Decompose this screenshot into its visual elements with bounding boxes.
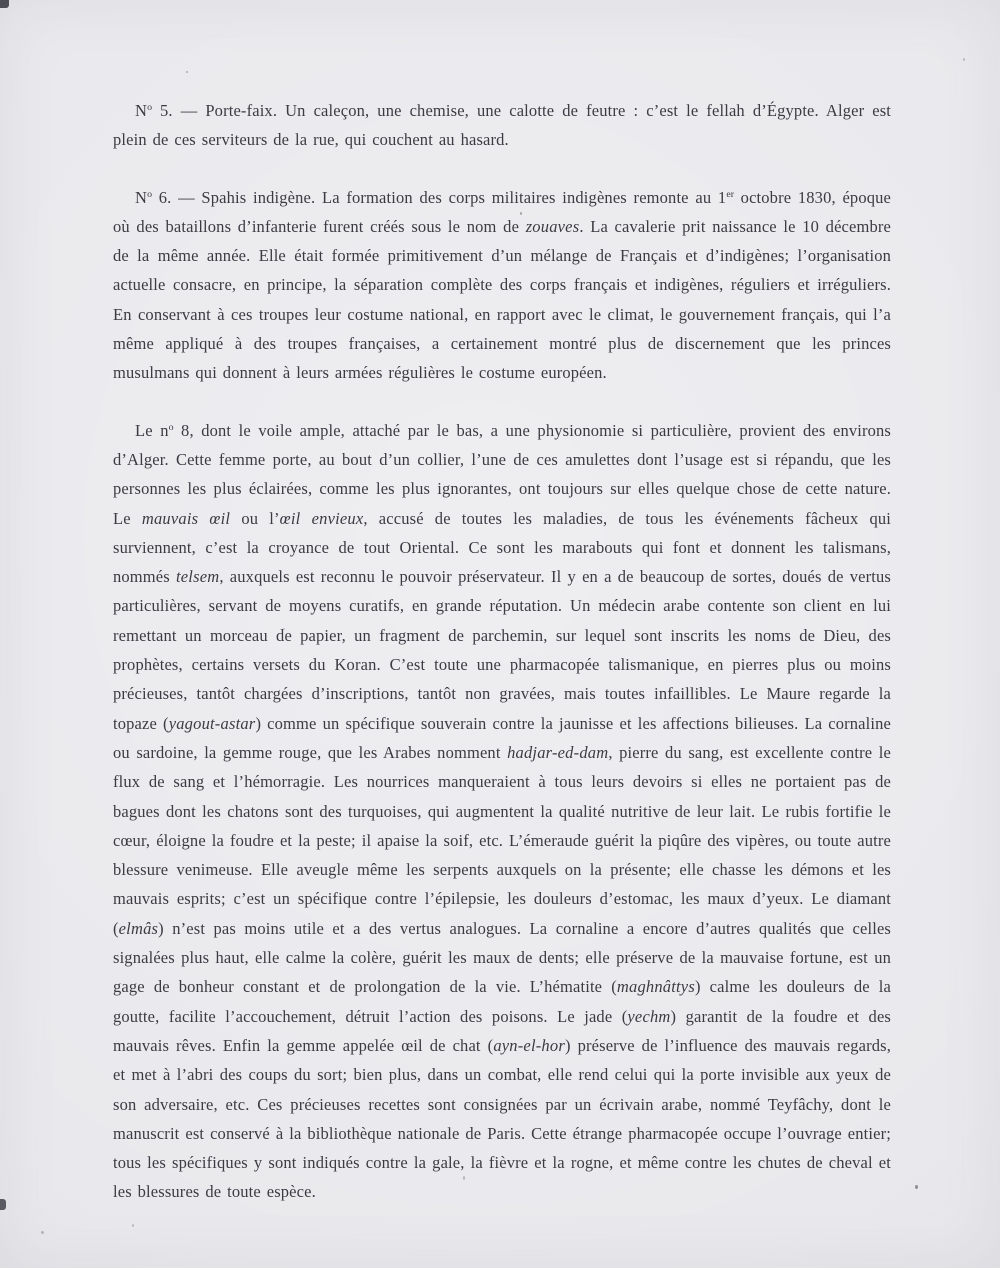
paper-speck xyxy=(186,71,188,73)
text-run: ) n’est pas moins utile et a des vertus analogues. La cornaline a encore d’autres qualités que celles signalées plus haut, elle calme la colère, guérit les maux de dents; elle préserve de la mauvaise fortune, est un gage de bonheur constant et de prolongation de la vie. L’hématite ( xyxy=(113,918,891,997)
text-run: ) comme un spécifique souverain contre la jaunisse et les affections bilieuses. La cornaline ou sardoine, la gemme rouge, que les Arabes nomment xyxy=(113,713,891,762)
text-run: 8, dont le voile ample, attaché par le bas, a une physionomie si particulière, provient des environs d’Alger. Cette femme porte, au bout d’un collier, l’une de ces amulettes dont l’usage est si répandu, que les personnes les plus éclairées, comme les plus ignorantes, ont toujours sur elles quelque chose de cette nature. Le xyxy=(113,420,891,528)
italic-term: telsem xyxy=(176,567,220,587)
scan-edge-mark xyxy=(0,0,9,8)
paragraph-no-5 xyxy=(113,96,891,155)
text-block xyxy=(113,96,891,1207)
italic-term: hadjar-ed-dam xyxy=(507,742,609,762)
text-run: . La cavalerie prit naissance le 10 décembre de la même année. Elle était formée primitivement d’un mélange de Français et d’indigènes; l’organisation actuelle consacre, en principe, la séparation complète des corps français et indigènes, réguliers et irréguliers. En conservant à ces troupes leur costume national, en rapport avec le climat, le gouvernement français, qui l’a même appliqué à des troupes françaises, a certainement montré plus de discernement que les princes musulmans qui donnent à leurs armées régulières le costume européen. xyxy=(113,216,891,383)
text-run: 5. — Porte-faix. Un caleçon, une chemise, une calotte de feutre : c’est le fellah d’Égypte. Alger est plein de ces serviteurs de la rue, qui couchent au hasard. xyxy=(113,101,891,150)
italic-term: yechm xyxy=(627,1006,671,1026)
superscript: o xyxy=(147,102,153,113)
italic-term: œil envieux xyxy=(279,508,364,528)
text-run: 6. — Spahis indigène. La formation des corps militaires indigènes remonte au 1 xyxy=(152,187,727,207)
italic-term: yagout-astar xyxy=(168,713,256,733)
paper-speck xyxy=(963,58,965,61)
italic-term: ayn-el-hor xyxy=(493,1035,565,1055)
italic-term: elmâs xyxy=(118,918,159,938)
paragraph-no-8 xyxy=(113,416,891,1207)
superscript: o xyxy=(147,188,153,200)
superscript: er xyxy=(726,188,734,200)
text-run: , accusé de toutes les maladies, de tous les événements fâcheux qui surviennent, c’est la croyance de tout Oriental. Ce sont les marabouts qui font et donnent les talismans, nommés xyxy=(113,508,892,587)
text-run: Le n xyxy=(135,420,169,440)
text-run: octobre 1830, époque où des bataillons d’infanterie furent créés sous le nom de xyxy=(113,187,891,236)
text-run: ) préserve de l’influence des mauvais regards, et met à l’abri des coups du sort; bien plus, dans un combat, elle rend celui qui la porte invisible aux yeux de son adversaire, etc. Ces précieuses recettes sont consignées par un écrivain arabe, nommé Teyfâchy, dont le manuscrit est conservé à la bibliothèque nationale de Paris. Cette étrange pharmacopée occupe l’ouvrage entier; tous les spécifiques y sont indiqués contre la gale, la fièvre et la rogne, et même contre les chutes de cheval et les blessures de toute espèce. xyxy=(113,1035,891,1202)
paragraph-no-6 xyxy=(113,183,891,388)
scan-edge-mark xyxy=(0,1199,6,1210)
text-run: N xyxy=(135,101,148,120)
text-run: ) calme les douleurs de la goutte, facilite l’accouchement, détruit l’action des poisons. Le jade ( xyxy=(113,977,891,1026)
text-run: ) garantit de la foudre et des mauvais rêves. Enfin la gemme appelée œil de chat ( xyxy=(113,1006,892,1055)
italic-term: mauvais œil xyxy=(141,508,231,528)
paper-speck xyxy=(41,1231,44,1234)
italic-term: maghnâttys xyxy=(616,977,695,997)
superscript: o xyxy=(168,421,174,433)
text-run: N xyxy=(135,187,148,207)
paper-speck xyxy=(132,1224,134,1227)
text-run: , pierre du sang, est excellente contre le flux de sang et l’hémorragie. Les nourrices manqueraient à tous leurs devoirs si elles ne portaient pas de bagues dont les chatons sont des turquoises, qui augmentent la qualité nutritive de leur lait. Le rubis fortifie le cœur, éloigne la foudre et la peste; il apaise la soif, etc. L’émeraude guérit la piqûre des vipères, ou toute autre blessure venimeuse. Elle aveugle même les serpents auxquels on la présente; elle chasse les démons et les mauvais esprits; c’est un spécifique contre l’épilepsie, les douleurs d’estomac, les maux d’yeux. Le diamant ( xyxy=(113,742,891,938)
text-run: , auxquels est reconnu le pouvoir préservateur. Il y en a de beaucoup de sortes, doués de vertus particulières, servant de moyens curatifs, en grande réputation. Un médecin arabe contente son client en lui remettant un morceau de papier, un fragment de parchemin, sur lequel sont inscrits les noms de Dieu, des prophètes, certains versets du Koran. C’est toute une pharmacopée talismanique, en pierres plus ou moins précieuses, tantôt chargées d’inscriptions, tantôt non gravées, mais toutes infaillibles. Le Maure regarde la topaze ( xyxy=(113,567,891,733)
italic-term: zouaves xyxy=(525,216,580,236)
text-run: ou l’ xyxy=(230,508,280,528)
paper-speck xyxy=(915,1185,918,1189)
